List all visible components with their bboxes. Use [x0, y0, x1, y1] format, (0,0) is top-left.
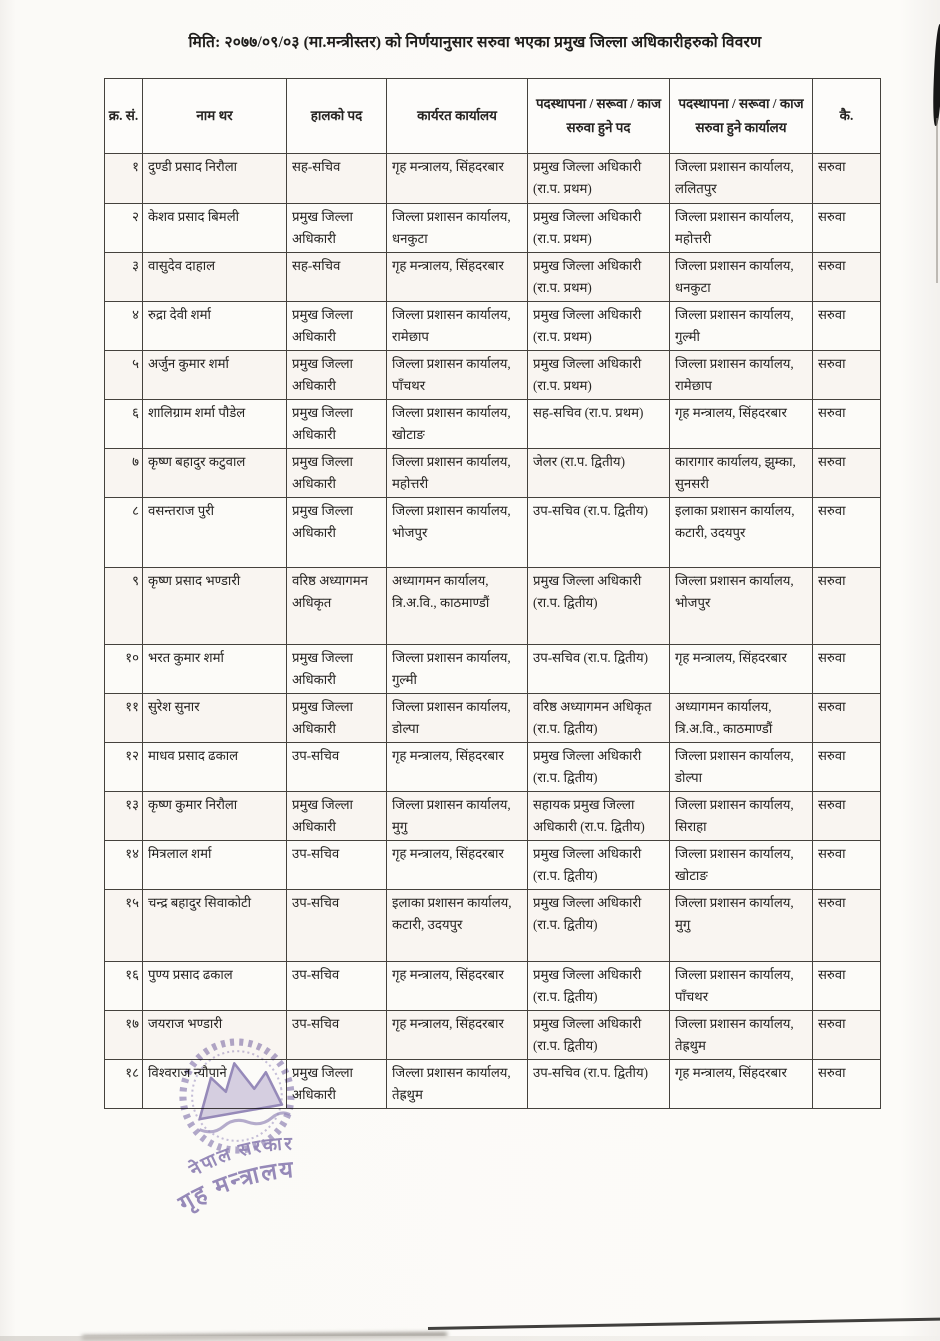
table-cell: सरुवा: [813, 302, 881, 351]
table-cell: पुण्य प्रसाद ढकाल: [143, 962, 287, 1011]
table-cell: माधव प्रसाद ढकाल: [143, 743, 287, 792]
table-cell: चन्द्र बहादुर सिवाकोटी: [143, 890, 287, 962]
scan-artifact-bottom-line: [428, 1318, 940, 1330]
table-row: [105, 253, 881, 302]
table-cell: जिल्ला प्रशासन कार्यालय, मुगु: [670, 890, 813, 962]
table-cell: जिल्ला प्रशासन कार्यालय, तेह्रथुम: [387, 1060, 528, 1109]
scan-artifact-right-edge: [936, 118, 938, 283]
table-cell: प्रमुख जिल्ला अधिकारी: [287, 694, 387, 743]
table-cell: उप-सचिव: [287, 743, 387, 792]
table-cell: प्रमुख जिल्ला अधिकारी (रा.प. प्रथम): [528, 204, 670, 253]
scan-artifact-bottom-shade: [0, 1336, 940, 1341]
table-cell: प्रमुख जिल्ला अधिकारी (रा.प. द्वितीय): [528, 743, 670, 792]
table-cell: सह-सचिव (रा.प. प्रथम): [528, 400, 670, 449]
table-cell: जिल्ला प्रशासन कार्यालय, पाँचथर: [670, 962, 813, 1011]
table-cell: सहायक प्रमुख जिल्ला अधिकारी (रा.प. द्वितीय): [528, 792, 670, 841]
table-cell: गृह मन्त्रालय, सिंहदरबार: [387, 154, 528, 204]
table-body: [105, 154, 881, 1109]
column-header-4: पदस्थापना / सरूवा / काज सरुवा हुने पद: [528, 79, 670, 154]
table-cell: जिल्ला प्रशासन कार्यालय, भोजपुर: [670, 568, 813, 645]
table-cell: जिल्ला प्रशासन कार्यालय, रामेछाप: [387, 302, 528, 351]
serial-number-cell: ५: [105, 351, 143, 400]
table-row: [105, 498, 881, 568]
table-cell: सरुवा: [813, 449, 881, 498]
table-cell: कृष्ण बहादुर कटुवाल: [143, 449, 287, 498]
table-cell: प्रमुख जिल्ला अधिकारी: [287, 645, 387, 694]
table-cell: गृह मन्त्रालय, सिंहदरबार: [670, 645, 813, 694]
table-row: [105, 1011, 881, 1060]
table-cell: जिल्ला प्रशासन कार्यालय, डोल्पा: [387, 694, 528, 743]
serial-number-cell: १: [105, 154, 143, 204]
table-cell: वासुदेव दाहाल: [143, 253, 287, 302]
table-cell: प्रमुख जिल्ला अधिकारी (रा.प. प्रथम): [528, 351, 670, 400]
serial-number-cell: १५: [105, 890, 143, 962]
scan-artifact-top-right: [932, 24, 940, 126]
table-cell: सरुवा: [813, 204, 881, 253]
stamp-text-line1: नेपाल सरकार: [186, 1133, 294, 1181]
serial-number-cell: १६: [105, 962, 143, 1011]
serial-number-cell: ९: [105, 568, 143, 645]
table-cell: जिल्ला प्रशासन कार्यालय, डोल्पा: [670, 743, 813, 792]
table-cell: सरुवा: [813, 890, 881, 962]
table-cell: प्रमुख जिल्ला अधिकारी: [287, 1060, 387, 1109]
table-row: [105, 1060, 881, 1109]
table-cell: प्रमुख जिल्ला अधिकारी: [287, 302, 387, 351]
serial-number-cell: ६: [105, 400, 143, 449]
column-header-2: हालको पद: [287, 79, 387, 154]
table-row: [105, 204, 881, 253]
table-cell: प्रमुख जिल्ला अधिकारी (रा.प. द्वितीय): [528, 890, 670, 962]
table-cell: सरुवा: [813, 792, 881, 841]
table-cell: सह-सचिव: [287, 253, 387, 302]
table-cell: जिल्ला प्रशासन कार्यालय, धनकुटा: [670, 253, 813, 302]
table-cell: सरुवा: [813, 1011, 881, 1060]
table-cell: प्रमुख जिल्ला अधिकारी (रा.प. द्वितीय): [528, 841, 670, 890]
table-cell: उप-सचिव (रा.प. द्वितीय): [528, 498, 670, 568]
table-cell: केशव प्रसाद बिमली: [143, 204, 287, 253]
table-cell: सह-सचिव: [287, 154, 387, 204]
serial-number-cell: २: [105, 204, 143, 253]
stamp-text-line2: गृह मन्त्रालय: [174, 1156, 297, 1218]
table-row: [105, 841, 881, 890]
table-cell: सरुवा: [813, 1060, 881, 1109]
table-cell: उप-सचिव (रा.प. द्वितीय): [528, 645, 670, 694]
table-cell: वरिष्ठ अध्यागमन अधिकृत (रा.प. द्वितीय): [528, 694, 670, 743]
table-cell: प्रमुख जिल्ला अधिकारी (रा.प. द्वितीय): [528, 1011, 670, 1060]
column-header-1: नाम थर: [143, 79, 287, 154]
table-cell: जिल्ला प्रशासन कार्यालय, गुल्मी: [670, 302, 813, 351]
table-cell: सरुवा: [813, 400, 881, 449]
table-cell: कृष्ण प्रसाद भण्डारी: [143, 568, 287, 645]
serial-number-cell: ७: [105, 449, 143, 498]
column-header-0: क्र. सं.: [105, 79, 143, 154]
table-cell: जयराज भण्डारी: [143, 1011, 287, 1060]
serial-number-cell: १०: [105, 645, 143, 694]
table-cell: जिल्ला प्रशासन कार्यालय, खोटाङ: [387, 400, 528, 449]
table-cell: उप-सचिव: [287, 962, 387, 1011]
table-cell: उप-सचिव: [287, 890, 387, 962]
table-cell: गृह मन्त्रालय, सिंहदरबार: [387, 1011, 528, 1060]
table-cell: उप-सचिव: [287, 841, 387, 890]
table-cell: इलाका प्रशासन कार्यालय, कटारी, उदयपुर: [670, 498, 813, 568]
table-cell: जिल्ला प्रशासन कार्यालय, महोत्तरी: [670, 204, 813, 253]
table-cell: गृह मन्त्रालय, सिंहदरबार: [387, 962, 528, 1011]
table-cell: सरुवा: [813, 253, 881, 302]
table-cell: अध्यागमन कार्यालय, त्रि.अ.वि., काठमाण्डौं: [387, 568, 528, 645]
serial-number-cell: ३: [105, 253, 143, 302]
serial-number-cell: १२: [105, 743, 143, 792]
table-row: [105, 743, 881, 792]
table-cell: सुरेश सुनार: [143, 694, 287, 743]
table-cell: सरुवा: [813, 154, 881, 204]
table-cell: जिल्ला प्रशासन कार्यालय, गुल्मी: [387, 645, 528, 694]
table-cell: प्रमुख जिल्ला अधिकारी: [287, 449, 387, 498]
table-row: [105, 645, 881, 694]
table-row: [105, 351, 881, 400]
table-cell: गृह मन्त्रालय, सिंहदरबार: [670, 400, 813, 449]
serial-number-cell: १७: [105, 1011, 143, 1060]
table-cell: सरुवा: [813, 645, 881, 694]
table-cell: सरुवा: [813, 351, 881, 400]
table-cell: प्रमुख जिल्ला अधिकारी (रा.प. प्रथम): [528, 253, 670, 302]
table-cell: सरुवा: [813, 841, 881, 890]
table-cell: वरिष्ठ अध्यागमन अधिकृत: [287, 568, 387, 645]
table-cell: प्रमुख जिल्ला अधिकारी: [287, 400, 387, 449]
serial-number-cell: १३: [105, 792, 143, 841]
table-cell: प्रमुख जिल्ला अधिकारी: [287, 792, 387, 841]
table-cell: सरुवा: [813, 498, 881, 568]
serial-number-cell: ८: [105, 498, 143, 568]
table-cell: वसन्तराज पुरी: [143, 498, 287, 568]
table-row: [105, 792, 881, 841]
table-header-row: [105, 79, 881, 154]
table-cell: जिल्ला प्रशासन कार्यालय, ललितपुर: [670, 154, 813, 204]
table-row: [105, 154, 881, 204]
table-cell: सरुवा: [813, 694, 881, 743]
column-header-5: पदस्थापना / सरूवा / काज सरुवा हुने कार्यालय: [670, 79, 813, 154]
table-cell: गृह मन्त्रालय, सिंहदरबार: [387, 743, 528, 792]
table-cell: जिल्ला प्रशासन कार्यालय, रामेछाप: [670, 351, 813, 400]
table-cell: जिल्ला प्रशासन कार्यालय, धनकुटा: [387, 204, 528, 253]
table-row: [105, 400, 881, 449]
table-cell: गृह मन्त्रालय, सिंहदरबार: [387, 841, 528, 890]
table-cell: जिल्ला प्रशासन कार्यालय, भोजपुर: [387, 498, 528, 568]
officers-transfer-table: [104, 78, 881, 1109]
table-cell: विश्वराज न्यौपाने: [143, 1060, 287, 1109]
table-cell: गृह मन्त्रालय, सिंहदरबार: [387, 253, 528, 302]
document-title: मिति: २०७७/०९/०३ (मा.मन्त्रीस्तर) को निर्णयानुसार सरुवा भएका प्रमुख जिल्ला अधिकारीहरुको विवरण: [188, 34, 762, 51]
table-cell: मित्रलाल शर्मा: [143, 841, 287, 890]
table-cell: कारागार कार्यालय, झुम्का, सुनसरी: [670, 449, 813, 498]
serial-number-cell: ४: [105, 302, 143, 351]
table-cell: जिल्ला प्रशासन कार्यालय, पाँचथर: [387, 351, 528, 400]
table-cell: जिल्ला प्रशासन कार्यालय, महोत्तरी: [387, 449, 528, 498]
table-cell: गृह मन्त्रालय, सिंहदरबार: [670, 1060, 813, 1109]
table-cell: उप-सचिव: [287, 1011, 387, 1060]
column-header-3: कार्यरत कार्यालय: [387, 79, 528, 154]
table-cell: सरुवा: [813, 962, 881, 1011]
table-cell: रुद्रा देवी शर्मा: [143, 302, 287, 351]
table-row: [105, 568, 881, 645]
table-cell: जिल्ला प्रशासन कार्यालय, सिराहा: [670, 792, 813, 841]
table-cell: जिल्ला प्रशासन कार्यालय, खोटाङ: [670, 841, 813, 890]
table-cell: प्रमुख जिल्ला अधिकारी (रा.प. द्वितीय): [528, 568, 670, 645]
table-row: [105, 302, 881, 351]
table-cell: प्रमुख जिल्ला अधिकारी (रा.प. प्रथम): [528, 302, 670, 351]
table-cell: प्रमुख जिल्ला अधिकारी: [287, 204, 387, 253]
table-cell: भरत कुमार शर्मा: [143, 645, 287, 694]
table-cell: जिल्ला प्रशासन कार्यालय, तेह्रथुम: [670, 1011, 813, 1060]
table-cell: जेलर (रा.प. द्वितीय): [528, 449, 670, 498]
table-cell: प्रमुख जिल्ला अधिकारी: [287, 498, 387, 568]
table-cell: अध्यागमन कार्यालय, त्रि.अ.वि., काठमाण्डौं: [670, 694, 813, 743]
table-cell: दुण्डी प्रसाद निरौला: [143, 154, 287, 204]
table-cell: प्रमुख जिल्ला अधिकारी (रा.प. द्वितीय): [528, 962, 670, 1011]
table-cell: सरुवा: [813, 743, 881, 792]
table-cell: कृष्ण कुमार निरौला: [143, 792, 287, 841]
table-cell: शालिग्राम शर्मा पौडेल: [143, 400, 287, 449]
column-header-6: कै.: [813, 79, 881, 154]
table-cell: प्रमुख जिल्ला अधिकारी: [287, 351, 387, 400]
table-cell: प्रमुख जिल्ला अधिकारी (रा.प. प्रथम): [528, 154, 670, 204]
table-cell: सरुवा: [813, 568, 881, 645]
table-cell: इलाका प्रशासन कार्यालय, कटारी, उदयपुर: [387, 890, 528, 962]
serial-number-cell: १८: [105, 1060, 143, 1109]
table-row: [105, 694, 881, 743]
table-row: [105, 890, 881, 962]
table-cell: अर्जुन कुमार शर्मा: [143, 351, 287, 400]
table-cell: जिल्ला प्रशासन कार्यालय, मुगु: [387, 792, 528, 841]
table-cell: उप-सचिव (रा.प. द्वितीय): [528, 1060, 670, 1109]
serial-number-cell: ११: [105, 694, 143, 743]
table-row: [105, 962, 881, 1011]
serial-number-cell: १४: [105, 841, 143, 890]
table-row: [105, 449, 881, 498]
